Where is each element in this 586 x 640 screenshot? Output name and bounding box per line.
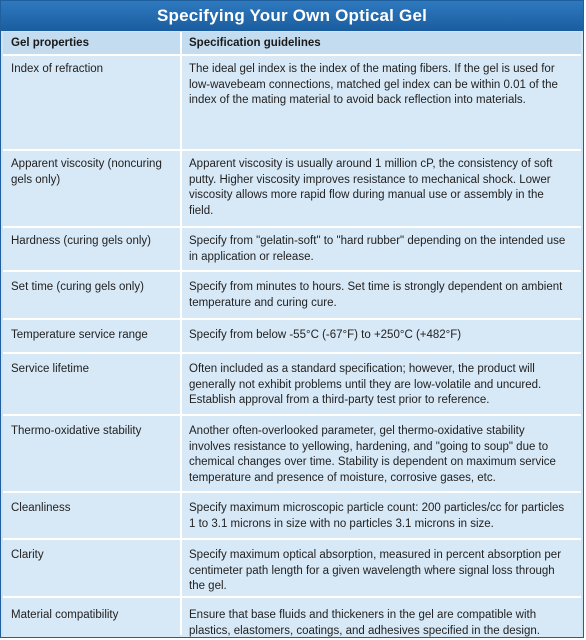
property-temperature-service-range: Temperature service range (11, 329, 148, 341)
table-row (3, 540, 581, 596)
property-index-of-refraction: Index of refraction (11, 63, 104, 75)
table-row (3, 416, 581, 491)
property-thermo-oxidative-stability: Thermo-oxidative stability (11, 425, 142, 437)
guideline-hardness: Specify from "gelatin-soft" to "hard rubber" depending on the intended use in application or release. (189, 235, 566, 263)
guideline-index-of-refraction: The ideal gel index is the index of the mating fibers. If the gel is used for low-wavebeam connections, matched gel index can be within 0.01 of the index of the mating material to avoid back reflection into materials. (189, 63, 558, 106)
guideline-set-time: Specify from minutes to hours. Set time is strongly dependent on ambient temperature and curing cure. (189, 281, 563, 309)
table-row (3, 354, 581, 414)
property-hardness: Hardness (curing gels only) (11, 235, 151, 247)
table-row (3, 56, 581, 149)
table-title: Specifying Your Own Optical Gel (1, 1, 583, 31)
guideline-cleanliness: Specify maximum microscopic particle count: 200 particles/cc for particles 1 to 3.1 microns in size with no particles 3.1 microns in size. (189, 502, 565, 530)
column-divider (180, 32, 182, 635)
table-header-row (3, 32, 581, 54)
spec-table (3, 32, 581, 635)
guideline-clarity: Specify maximum optical absorption, measured in percent absorption per centimeter path length for a given wavelength where signal loss through the gel. (189, 549, 562, 592)
table-row (3, 228, 581, 270)
property-apparent-viscosity: Apparent viscosity (noncuring gels only) (11, 158, 162, 186)
header-gel-properties: Gel properties (11, 37, 89, 49)
table-row (3, 493, 581, 538)
guideline-material-compatibility: Ensure that base fluids and thickeners in the gel are compatible with plastics, elastomers, coatings, and adhesives specified in the design. (189, 609, 540, 637)
header-specification-guidelines: Specification guidelines (189, 37, 321, 49)
guideline-apparent-viscosity: Apparent viscosity is usually around 1 million cP, the consistency of soft putty. Higher viscosity improves resistance to mechanical shock. Lower viscosity allows more rapid flow during manual use or assembly in the field. (189, 158, 553, 217)
property-material-compatibility: Material compatibility (11, 609, 119, 621)
guideline-service-lifetime: Often included as a standard specification; however, the product will generally not exhibit problems until they are low-volatile and uncured. Establish approval from a third-party test prior to reference. (189, 363, 542, 406)
table-row (3, 151, 581, 226)
table-row (3, 598, 581, 637)
property-clarity: Clarity (11, 549, 44, 561)
property-cleanliness: Cleanliness (11, 502, 71, 514)
table-row (3, 320, 581, 352)
property-service-lifetime: Service lifetime (11, 363, 89, 375)
property-set-time: Set time (curing gels only) (11, 281, 144, 293)
guideline-thermo-oxidative-stability: Another often-overlooked parameter, gel thermo-oxidative stability involves resistance to yellowing, hardening, and "going to soup" due to chemical changes over time. Stability is dependent on maximum service temperature and presence of moisture, corrosive gases, etc. (189, 425, 556, 484)
guideline-temperature-service-range: Specify from below -55°C (-67°F) to +250°C (+482°F) (189, 329, 462, 341)
table-row (3, 272, 581, 318)
